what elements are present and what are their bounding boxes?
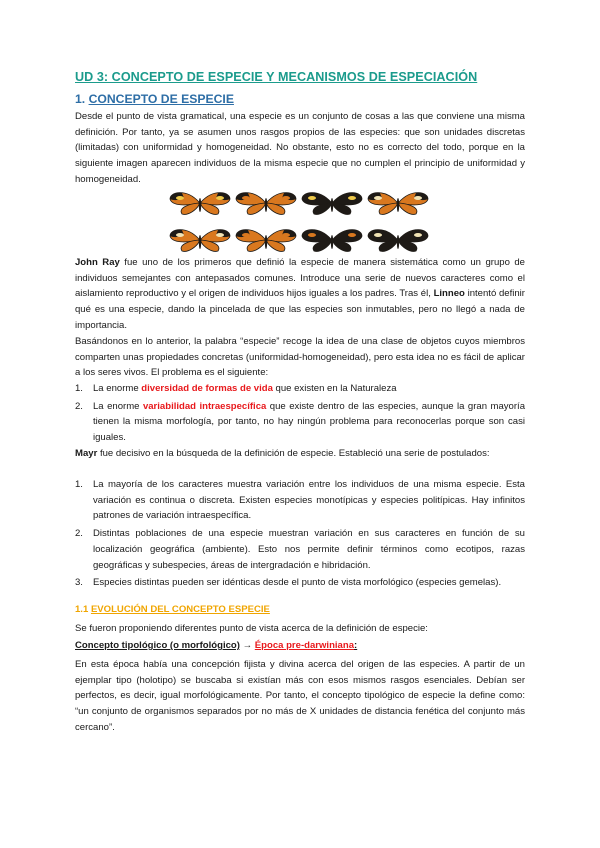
section-1-1-title: EVOLUCIÓN DEL CONCEPTO ESPECIE bbox=[90, 604, 270, 615]
list-item-text: La mayoría de los caracteres muestra variación entre los individuos de una misma especie. Esta variación es continua o discreta. Existen especies monotípicas y especies politípicas. Hay infinitos patrones de variación intraespecífica. bbox=[93, 479, 525, 522]
postulates-list bbox=[75, 477, 525, 591]
list-item-number: 1. bbox=[75, 479, 83, 490]
epoca-pre-darwiniana: Época pre-darwiniana bbox=[254, 640, 355, 651]
butterfly-icon bbox=[236, 230, 296, 252]
list-item bbox=[75, 477, 525, 524]
butterfly-icon bbox=[170, 230, 230, 252]
list-item-number: 3. bbox=[75, 577, 83, 589]
section-1-1-heading bbox=[75, 604, 270, 615]
intro-paragraph: Desde el punto de vista gramatical, una especie es un conjunto de cosas a las que conviene una misma definición. Por tanto, ya se asumen unos rasgos propios de las especies: que son unidades discretas (limitadas) con uniformidad y homogeneidad. No obstante, esto no es correcto del todo, porque en la siguiente imagen aparecen individuos de la misma especie que no cumplen el principio de uniformidad y homogeneidad. bbox=[75, 111, 525, 185]
tipologico-paragraph: En esta época había una concepción fijista y divina acerca del origen de las especies. A partir de un ejemplar tipo (holotipo) se buscaba si existían más con esos mismos rasgos esenciales. Debían ser perfectos, es decir, igual morfológicamente. Por tanto, el concepto tipológico de especie la define como: “un conjunto de organismos separados por no más de X unidades de distancia fenética del conjunto más cercano”. bbox=[75, 659, 525, 733]
butterfly-icon bbox=[368, 193, 428, 215]
highlight-variabilidad: variabilidad intraespecífica bbox=[142, 400, 267, 412]
section-1-number: 1. bbox=[75, 92, 89, 106]
list-item-text: Especies distintas pueden ser idénticas desde el punto de vista morfológico (especies gemelas). bbox=[93, 577, 502, 589]
section-1-heading bbox=[75, 92, 234, 106]
list-item-text: que existen en la Naturaleza bbox=[272, 383, 397, 394]
section-1-title: CONCEPTO DE ESPECIE bbox=[88, 92, 234, 106]
list-item-text: Distintas poblaciones de una especie muestran variación en sus caracteres en función de su localización geográfica (ambiente). Esto nos permite definir términos como ecotipos, razas geográficas y subespecies, áreas de intergradación e hibridación. bbox=[93, 528, 525, 571]
list-item-text: que existe dentro de las especies, aunque la gran mayoría tienen la misma morfología, por tanto, no hay ningún problema para reconocerlas porque son casi iguales. bbox=[93, 400, 525, 444]
list-item-number: 2. bbox=[75, 400, 83, 412]
butterfly-icon bbox=[368, 230, 428, 252]
arrow-glyph: → bbox=[239, 640, 255, 651]
ray-text-b: intentó definir qué es una especie, dando la pincelada de que las especies son inmutables, pero no llegó a nada de importancia. bbox=[75, 288, 525, 331]
section-1-1-intro: Se fueron proponiendo diferentes punto de vista acerca de la definición de especie: bbox=[75, 623, 428, 634]
concepto-tipologico-label: Concepto tipológico (o morfológico) bbox=[75, 640, 240, 651]
butterfly-icon bbox=[302, 230, 362, 252]
list-item-text: La enorme bbox=[93, 383, 142, 394]
ray-text-a: fue uno de los primeros que definió la especie de manera sistemática como un grupo de individuos semejantes con antepasados comunes. Introduce una serie de nuevos caracteres como el aislamiento reproductivo y el origen de individuos hijos iguales a los padres. Tras él, bbox=[75, 257, 525, 300]
mayr-text: fue decisivo en la búsqueda de la definición de especie. Estableció una serie de postulados: bbox=[97, 448, 490, 459]
problems-list bbox=[75, 381, 525, 446]
list-item-number: 2. bbox=[75, 528, 83, 540]
list-item bbox=[75, 399, 525, 446]
section-1-1-number: 1.1 bbox=[75, 604, 91, 615]
butterfly-icon bbox=[236, 193, 296, 215]
butterfly-icon bbox=[170, 193, 230, 215]
linneo-name: Linneo bbox=[433, 288, 465, 300]
list-item bbox=[75, 526, 525, 573]
basandonos-paragraph: Basándonos en lo anterior, la palabra “especie” recoge la idea de una clase de objetos cuyos miembros comparten unas propiedades concretas (uniformidad-homogeneidad), pero esta idea no es fácil de aplicar a los seres vivos. El problema es el siguiente: bbox=[75, 336, 525, 379]
document-title: UD 3: CONCEPTO DE ESPECIE Y MECANISMOS DE ESPECIACIÓN bbox=[75, 70, 478, 84]
butterfly-icon bbox=[302, 193, 362, 215]
list-item-number: 1. bbox=[75, 383, 83, 394]
mayr-name: Mayr bbox=[75, 448, 98, 459]
list-item bbox=[75, 381, 525, 397]
ray-paragraph bbox=[75, 255, 525, 334]
list-item bbox=[75, 575, 525, 591]
highlight-diversidad: diversidad de formas de vida bbox=[141, 383, 273, 394]
concepto-tipologico-heading bbox=[75, 640, 357, 651]
john-ray-name: John Ray bbox=[75, 257, 120, 268]
list-item-text: La enorme bbox=[93, 400, 143, 412]
heading-colon: : bbox=[354, 640, 358, 651]
butterflies-figure bbox=[168, 186, 432, 256]
butterflies-image bbox=[168, 186, 432, 256]
mayr-paragraph bbox=[75, 446, 525, 462]
